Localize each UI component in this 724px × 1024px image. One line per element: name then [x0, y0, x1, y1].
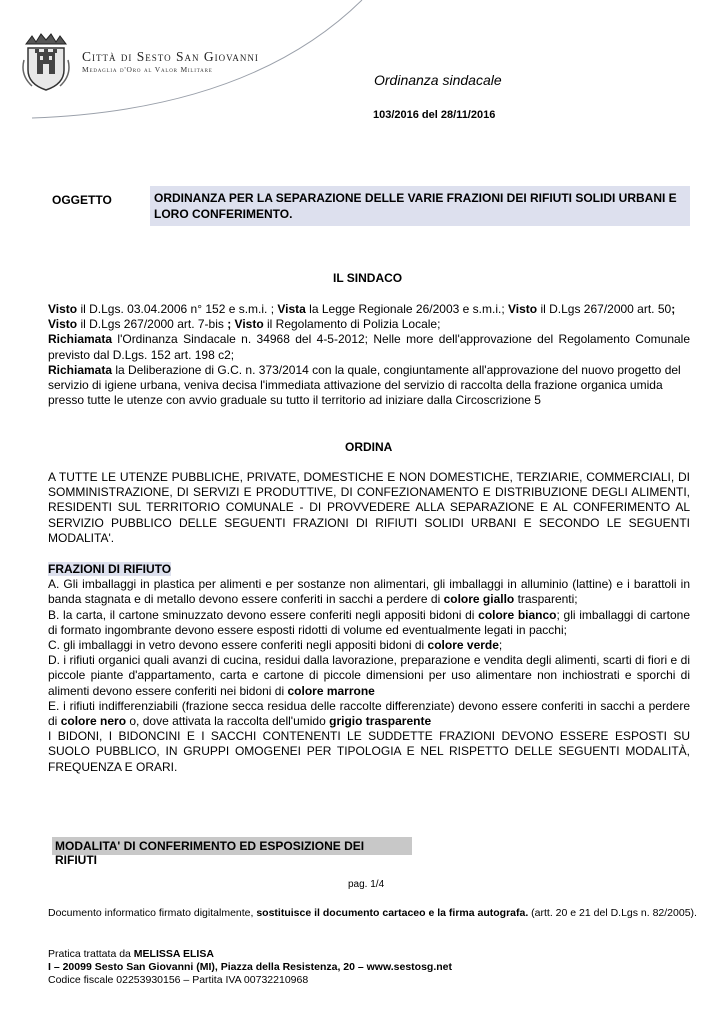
footer-contact	[48, 948, 698, 987]
digital-signature-note: Documento informatico firmato digitalmente, sostituisce il documento cartaceo e la firma autografa. (artt. 20 e 21 del D.Lgs n. 82/2005).	[48, 907, 697, 919]
fractions-closing: I BIDONI, I BIDONCINI E I SACCHI CONTENENTI LE SUDDETTE FRAZIONI DEVONO ESSERE ESPOSTI SU SUOLO PUBBLICO, IN GRUPPI OMOGENEI PER TIPOLOGIA E NEL RISPETTO DELLE SEGUENTI MODALITÀ, FREQUENZA E ORARI.	[48, 729, 690, 774]
pratica-line: Pratica trattata da MELISSA ELISA	[48, 948, 214, 960]
city-name: Città di Sesto San Giovanni	[82, 49, 259, 64]
richiamata-line-2: Richiamata la Deliberazione di G.C. n. 373/2014 con la quale, congiuntamente all'approvazione del nuovo progetto del servizio di igiene urbana, veniva decisa l'immediata attivazione del servizio di raccolta della frazione organica umida presso tutte le utenze con avvio graduale su tutto il territorio ad iniziare dalla Circoscrizione 5	[48, 362, 681, 408]
sindaco-heading: IL SINDACO	[333, 271, 403, 285]
ordina-heading: ORDINA	[345, 440, 393, 454]
fraction-a: A. Gli imballaggi in plastica per alimenti e per sostanze non alimentari, gli imballaggi in alluminio (lattine) e i barattoli in banda stagnata e di metallo devono essere conferiti in sacchi a perdere di colore giallo trasparenti;	[48, 577, 690, 607]
city-coat-of-arms-logo	[22, 30, 70, 92]
document-type-title: Ordinanza sindacale	[374, 72, 502, 88]
city-subtitle: Medaglia d'Oro al Valor Militare	[82, 65, 213, 74]
fraction-c: C. gli imballaggi in vetro devono essere conferiti negli appositi bidoni di colore verde;	[48, 638, 503, 653]
visto-line-2: Visto il D.Lgs 267/2000 art. 7-bis ; Visto il Regolamento di Polizia Locale;	[48, 317, 441, 332]
fraction-e: E. i rifiuti indifferenziabili (frazione secca residua delle raccolte differenziate) devono essere conferiti in sacchi a perdere di colore nero o, dove attivata la raccolta dell'umido grigio trasparente	[48, 698, 690, 729]
oggetto-text: ORDINANZA PER LA SEPARAZIONE DELLE VARIE FRAZIONI DEI RIFIUTI SOLIDI URBANI E LORO CONFERIMENTO.	[150, 186, 690, 226]
address-line: I – 20099 Sesto San Giovanni (MI), Piazza della Resistenza, 20 – www.sestosg.net	[48, 961, 453, 973]
modalita-heading: MODALITA' DI CONFERIMENTO ED ESPOSIZIONE DEI RIFIUTI	[52, 837, 412, 855]
oggetto-label: OGGETTO	[52, 193, 112, 207]
visto-line-1: Visto il D.Lgs. 03.04.2006 n° 152 e s.m.i. ; Vista la Legge Regionale 26/2003 e s.m.i.; Visto il D.Lgs 267/2000 art. 50;	[48, 302, 676, 316]
fraction-b: B. la carta, il cartone sminuzzato devono essere conferiti negli appositi bidoni di colore bianco; gli imballaggi di cartone di formato ingombrante devono essere esposti ridotti di volume ed eventualmente legati in pacchi;	[48, 607, 690, 637]
sindaco-paragraph	[48, 302, 690, 408]
frazioni-heading: FRAZIONI DI RIFIUTO	[48, 562, 172, 576]
frazioni-section	[48, 562, 690, 775]
document-number: 103/2016 del 28/11/2016	[373, 109, 496, 121]
fraction-d: D. i rifiuti organici quali avanzi di cucina, residui dalla lavorazione, preparazione e vendita degli alimenti, scarti di fiori e di piccole piante d'appartamento, carta e cartone di piccole dimensioni per uso alimentare non inchiostrati e sporchi di alimenti devono essere conferiti nei bidoni di colore marrone	[48, 653, 690, 698]
richiamata-line-1: Richiamata l'Ordinanza Sindacale n. 34968 del 4-5-2012; Nelle more dell'approvazione del Regolamento Comunale previsto dal D.Lgs. 152 art. 198 c2;	[48, 332, 690, 362]
fiscal-line: Codice fiscale 02253930156 – Partita IVA 00732210968	[48, 974, 309, 986]
ordina-paragraph: A TUTTE LE UTENZE PUBBLICHE, PRIVATE, DOMESTICHE E NON DOMESTICHE, TERZIARIE, COMMERCIALI, DI SOMMINISTRAZIONE, DI SERVIZI E PRODUTTIVE, DI CONFEZIONAMENTO E DISTRIBUZIONE DEGLI ALIMENTI, RESIDENTI SUL TERRITORIO COMUNALE - DI PROVVEDERE ALLA SEPARAZIONE E AL CONFERIMENTO AL SERVIZIO PUBBLICO DELLE SEGUENTI FRAZIONI DI RIFIUTI SOLIDI URBANI E SECONDO LE SEGUENTI MODALITA'.	[48, 470, 690, 545]
page-number: pag. 1/4	[348, 879, 385, 890]
